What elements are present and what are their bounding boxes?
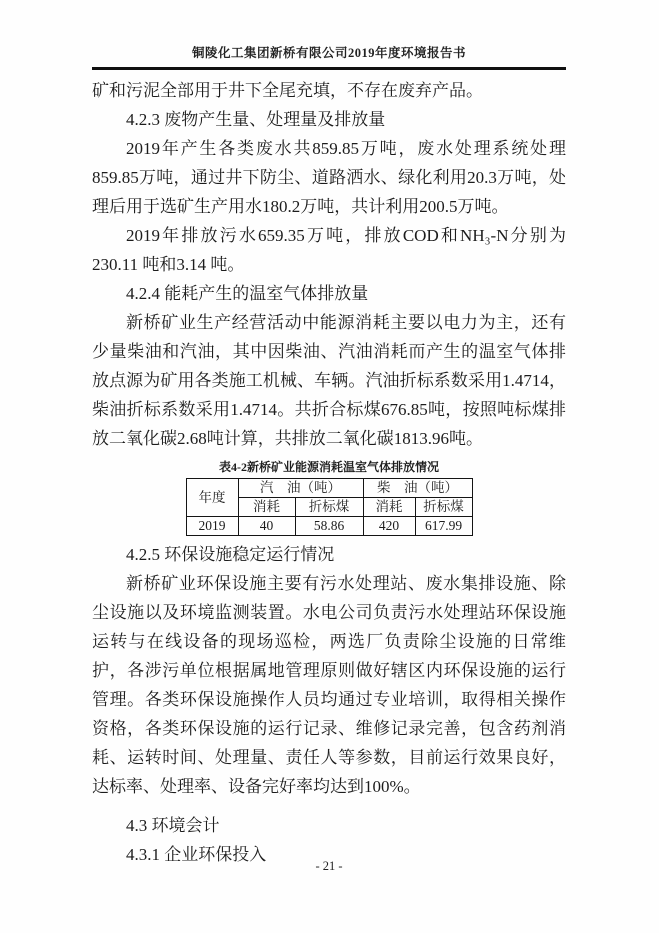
table-cell-diesel-coal: 617.99 (415, 517, 472, 536)
table-header-diesel: 柴 油（吨） (363, 479, 472, 498)
table-caption: 表4-2新桥矿业能源消耗温室气体排放情况 (219, 460, 439, 474)
page-header (92, 0, 566, 70)
paragraph-wastewater-discharged: 2019年排放污水659.35万吨，排放COD和NH₃-N分别为230.11 吨和3.14 吨。 (92, 226, 566, 274)
table-subheader-diesel-consumption: 消耗 (363, 498, 415, 517)
report-header-title: 铜陵化工集团新桥有限公司2019年度环境报告书 (191, 46, 466, 60)
section-heading-431: 4.3.1 企业环保投入 (126, 845, 267, 864)
table-subheader-gas-consumption: 消耗 (238, 498, 295, 517)
energy-emissions-table (186, 478, 473, 536)
section-heading-425: 4.2.5 环保设施稳定运行情况 (126, 545, 335, 564)
table-header-row-1 (186, 479, 472, 498)
table-subheader-gas-coal: 折标煤 (295, 498, 363, 517)
section-heading-43: 4.3 环境会计 (126, 816, 220, 835)
paragraph-wastewater-produced: 2019年产生各类废水共859.85万吨，废水处理系统处理859.85万吨，通过井下防尘、道路洒水、绿化利用20.3万吨，处理后用于选矿生产用水180.2万吨，共计利用200.5万吨。 (92, 139, 566, 216)
table-header-gasoline: 汽 油（吨） (238, 479, 363, 498)
page-number: - 21 - (315, 859, 343, 873)
document-content (92, 76, 566, 869)
table-cell-gas-consumption: 40 (238, 517, 295, 536)
paragraph-energy-consumption: 新桥矿业生产经营活动中能源消耗主要以电力为主，还有少量柴油和汽油，其中因柴油、汽油消耗而产生的温室气体排放点源为矿用各类施工机械、车辆。汽油折标系数采用1.4714，柴油折标系数采用1.4714。共折合标煤676.85吨，按照吨标煤排放二氧化碳2.68吨计算，共排放二氧化碳1813.96吨。 (92, 313, 566, 448)
section-heading-424: 4.2.4 能耗产生的温室气体排放量 (126, 284, 369, 303)
table-cell-gas-coal: 58.86 (295, 517, 363, 536)
paragraph-environmental-facilities: 新桥矿业环保设施主要有污水处理站、废水集排设施、除尘设施以及环境监测装置。水电公司负责污水处理站环保设施运转与在线设备的现场巡检，两选厂负责除尘设施的日常维护，各涉污单位根据属地管理原则做好辖区内环保设施的运行管理。各类环保设施操作人员均通过专业培训，取得相关操作资格，各类环保设施的运行记录、维修记录完善，包含药剂消耗、运转时间、处理量、责任人等参数，目前运行效果良好，达标率、处理率、设备完好率均达到100%。 (92, 574, 566, 796)
table-header-year: 年度 (186, 479, 238, 517)
header-rule (92, 67, 566, 70)
table-cell-year: 2019 (186, 517, 238, 536)
table-subheader-diesel-coal: 折标煤 (415, 498, 472, 517)
paragraph-continuation: 矿和污泥全部用于井下全尾充填，不存在废弃产品。 (92, 81, 483, 100)
section-heading-423: 4.2.3 废物产生量、处理量及排放量 (126, 110, 386, 129)
table-row (186, 517, 472, 536)
table-cell-diesel-consumption: 420 (363, 517, 415, 536)
